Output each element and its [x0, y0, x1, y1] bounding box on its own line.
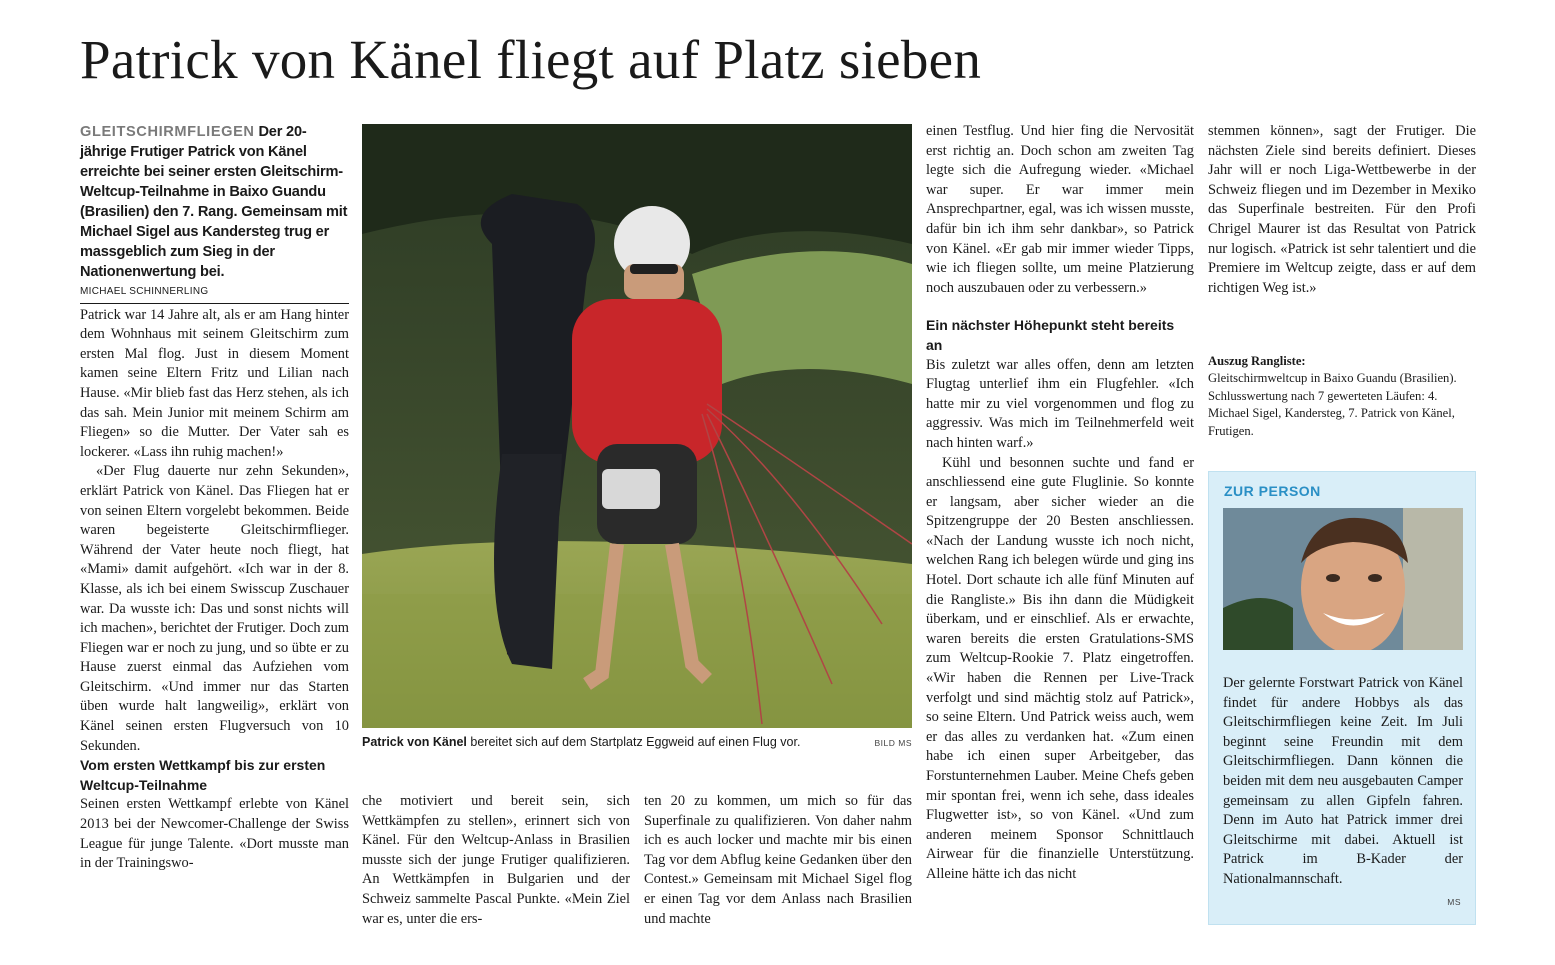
column-5 — [1208, 122, 1476, 298]
ranking-title: Auszug Rangliste: — [1208, 354, 1306, 368]
lead-paragraph — [80, 122, 349, 282]
photo-credit: BILD MS — [874, 738, 912, 748]
paragraph: stemmen können», sagt der Frutiger. Die nächsten Ziele sind bereits definiert. Dieses Jahr will er noch Liga-Wettbewerbe in der Schweiz fliegen und im Dezember in Mexiko das Superfinale bestreiten. Für den Profi Chrigel Maurer ist das Resultat von Patrick nur logisch. «Patrick ist sehr talentiert und die Premiere im Weltcup zeigte, dass er auf dem richtigen Weg ist.» — [1208, 123, 1476, 296]
paragraph: ten 20 zu kommen, um mich so für das Superfinale zu qualifizieren. Von daher nahm ich es auch locker und machte mir bis einen Tag vor dem Abflug keine Gedanken über den Contest.» Gemeinsam mit Michael Sigel flog er einen Tag vor dem Anlass nach Brasilien und machte — [644, 793, 912, 927]
paragraph: «Der Flug dauerte nur zehn Sekunden», erklärt Patrick von Känel. Das Fliegen hat er von seinen Eltern vorgelebt bekommen. Beide waren begeisterte Gleitschirmflieger. Während der Vater heute noch fliegt, hat «Mami» damit aufgehört. «Ich war in der 8. Klasse, als ich bei einem Swisscup Zuschauer war. Da wusste ich: Das und sonst nichts will ich machen», berichtet der Frutiger. Doch zum Fliegen war er noch zu jung, und so übte er zu Hause zuerst einmal das Aufziehen vom Gleitschirm. «Und immer nur das Starten üben wurde halt langweilig», erklärt von Känel seinen ersten Flugversuch von 10 Sekunden. — [80, 463, 349, 754]
main-photo — [362, 124, 912, 728]
byline: MICHAEL SCHINNERLING — [80, 282, 349, 304]
person-infobox — [1208, 471, 1476, 925]
portrait-photo — [1223, 508, 1463, 650]
column-3 — [644, 792, 912, 929]
photo-caption — [362, 735, 912, 749]
infobox-title: ZUR PERSON — [1224, 483, 1321, 499]
paragraph: einen Testflug. Und hier fing die Nervosität erst richtig an. Doch schon am zweiten Tag legte sich die Aufregung wieder. «Michael war super. Er war immer mein Ansprechpartner, egal, was ich wissen musste, dafür bin ich ihm sehr dankbar», so Patrick von Känel. «Er gab mir immer wieder Tipps, wie ich fliegen sollte, um meine Platzierung noch auszubauen oder zu verbessern.» — [926, 123, 1194, 296]
paragraph: che motiviert und bereit sein, sich Wettkämpfen zu stellen», erinnert sich von Känel. Für den Weltcup-Anlass in Brasilien musste sich der junge Frutiger qualifizieren. An Wettkämpfen in Bulgarien und der Schweiz sammelte Pascal Punkte. «Mein Ziel war es, unter die ers- — [362, 793, 630, 927]
ranking-excerpt — [1208, 353, 1478, 440]
paragraph: Kühl und besonnen suchte und fand er anschliessend eine gute Fluglinie. So konnte er langsam, aber sicher wieder an die Spitzengruppe der 20 Besten anschliessen. «Nach der Landung wusste ich noch nicht, welchen Rang ich belegen würde und ging ins Hotel. Dort schaute ich alle fünf Minuten auf die Rangliste.» Bis ihn dann die Müdigkeit überkam, und er einschlief. Als er erwachte, waren bereits die ersten Gratulations-SMS zum Weltcup-Rookie 7. Platz eingetroffen. «Wir haben die Rennen per Live-Track verfolgt und sind mächtig stolz auf Patrick», so seine Eltern. Und Patrick weiss auch, wem er das alles zu verdanken hat. «Zum einen habe ich einen super Arbeitgeber, das Forstunternehmen Lauber. Meine Chefs geben mir spontan frei, wenn ich sehe, dass ideales Flugwetter ist», so von Känel. «Und zum anderen meinem Sponsor Schnittlauch Airwear für die finanzielle Unterstützung. Alleine hätte ich das nicht — [926, 454, 1194, 882]
ranking-text: Gleitschirmweltcup in Baixo Guandu (Brasilien). Schlusswertung nach 7 gewerteten Läufen: 4. Michael Sigel, Kandersteg, 7. Patrick von Känel, Frutigen. — [1208, 371, 1457, 438]
paragraph: Patrick war 14 Jahre alt, als er am Hang hinter dem Wohnhaus mit seinem Gleitschirm zum ersten Mal flog. Just in diesem Moment kamen seine Eltern Fritz und Lilian nach Hause. «Mir blieb fast das Herz stehen, als ich das sah. Mein Junior mit meinem Schirm am Fliegen» so die Mutter. Der Vater sah es lockerer. «Lass ihn ruhig machen!» — [80, 306, 349, 460]
column-2 — [362, 792, 630, 929]
column-4 — [926, 122, 1194, 885]
caption-text: bereitet sich auf dem Startplatz Eggweid auf einen Flug vor. — [466, 735, 801, 749]
paragraph: Seinen ersten Wettkampf erlebte von Känel 2013 bei der Newcomer-Challenge der Swiss League für junge Talente. «Dort musste man in der Trainingswo- — [80, 796, 349, 872]
portrait-illustration — [1223, 508, 1463, 650]
paraglider-photo-illustration — [362, 124, 912, 728]
infobox-text: Der gelernte Forstwart Patrick von Känel findet für andere Hobbys als das Gleitschirmfliegen keine Zeit. Im Juli beginnt seine Freundin mit dem Gleitschirmfliegen. Dann können die beiden mit dem neu ausgebauten Camper gemeinsam zu allen Gipfeln fahren. Denn im Auto hat Patrick immer drei Gleitschirme mit dabei. Aktuell ist Patrick im B-Kader der Nationalmannschaft. — [1223, 675, 1463, 887]
paragraph: Bis zuletzt war alles offen, denn am letzten Flugtag unterlief ihm ein Flugfehler. «Ich hatte mir zu viel vorgenommen und flog zu aggressiv. Was mich im Teilnehmerfeld weit nach hinten warf.» — [926, 356, 1194, 451]
subheading: Ein nächster Höhepunkt steht bereits an — [926, 317, 1175, 353]
column-1 — [80, 122, 349, 874]
infobox-credit: MS — [1447, 897, 1461, 907]
kicker: GLEITSCHIRMFLIEGEN — [80, 124, 255, 140]
caption-name: Patrick von Känel — [362, 735, 467, 749]
headline: Patrick von Känel fliegt auf Platz sieben — [80, 29, 982, 90]
subheading: Vom ersten Wettkampf bis zur ersten Weltcup-Teilnahme — [80, 757, 326, 793]
lead-text: Der 20-jährige Frutiger Patrick von Känel erreichte bei seiner ersten Gleitschirm-Weltcup-Teilnahme in Baixo Guandu (Brasilien) den 7. Rang. Gemeinsam mit Michael Sigel aus Kandersteg trug er massgeblich zum Sieg in der Nationenwertung bei. — [80, 124, 348, 280]
